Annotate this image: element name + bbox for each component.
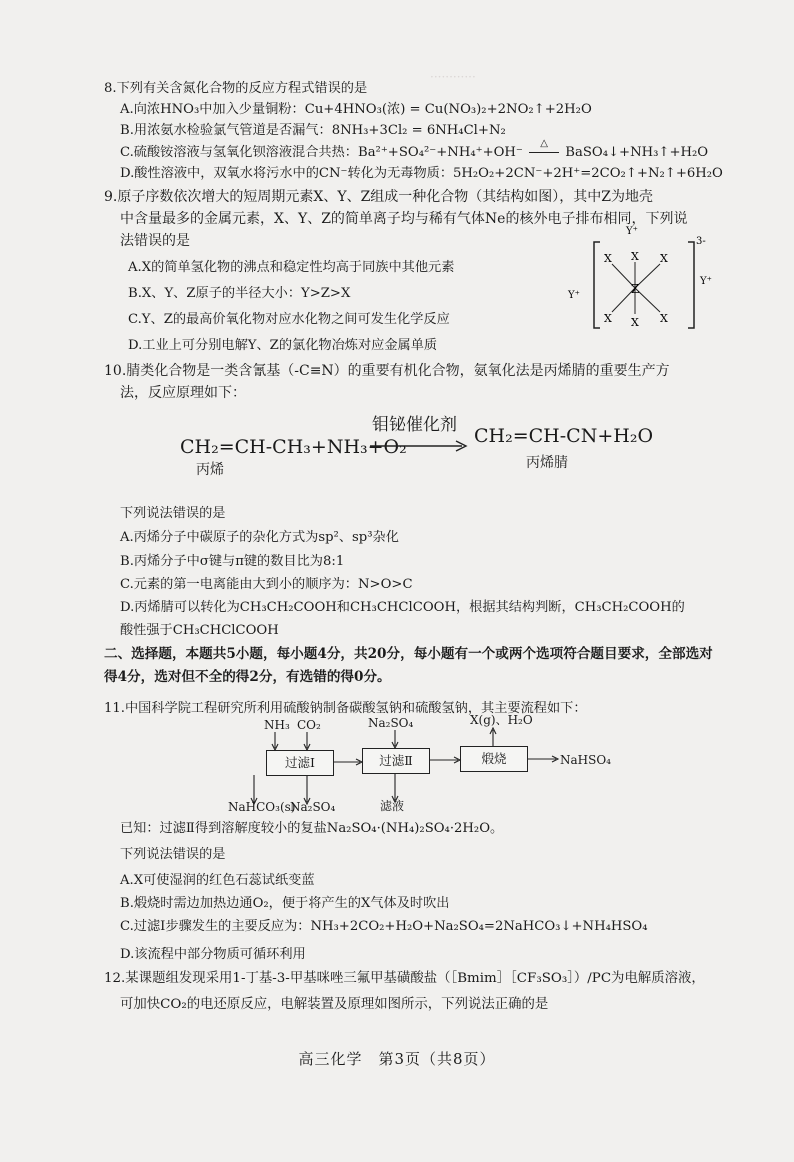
ion-y-right: Y⁺ — [700, 276, 712, 287]
q8-option-b: B.用浓氨水检验氯气管道是否漏气：8NH₃+3Cl₂ = 6NH₄Cl+N₂ — [120, 123, 506, 138]
q9-stem-line1: 9.原子序数依次增大的短周期元素X、Y、Z组成一种化合物（其结构如图），其中Z为地壳 — [104, 189, 654, 205]
q10-stem-line2: 法，反应原理如下： — [120, 385, 246, 401]
q11-option-d: D.该流程中部分物质可循环利用 — [120, 947, 306, 962]
q10-option-b: B.丙烯分子中σ键与π键的数目比为8:1 — [120, 554, 345, 569]
q11-ask: 下列说法错误的是 — [120, 847, 226, 862]
q8-option-c — [120, 138, 709, 162]
flow-output-na2so4: Na₂SO₄ — [290, 800, 336, 814]
q10-option-d-line2: 酸性强于CH₃CHClCOOH — [120, 623, 279, 638]
q9-option-a: A.X的简单氢化物的沸点和稳定性均高于同族中其他元素 — [128, 260, 455, 275]
flow-output-filtrate: 滤液 — [380, 799, 405, 813]
q11-stem: 11.中国科学院工程研究所利用硫酸钠制备碳酸氢钠和硫酸氢钠，其主要流程如下： — [104, 701, 587, 716]
heat-symbol: △ — [540, 138, 548, 149]
atom-x-bottom: X — [631, 316, 639, 329]
atom-x-upper-left: X — [604, 252, 612, 265]
flow-input-na2so4: Na₂SO₄ — [368, 716, 414, 730]
reaction-arrow — [370, 440, 470, 452]
atom-x-upper-right: X — [660, 252, 668, 265]
section2-instructions-line1: 二、选择题，本题共5小题，每小题4分，共20分，每小题有一个或两个选项符合题目要求，全部选对 — [104, 646, 713, 662]
q10-ask: 下列说法错误的是 — [120, 506, 226, 521]
heat-arrow — [527, 138, 561, 162]
flow-output-nahco3: NaHCO₃(s) — [228, 800, 296, 814]
q8-option-c-left: C.硫酸铵溶液与氢氧化钡溶液混合共热：Ba²⁺+SO₄²⁻+NH₄⁺+OH⁻ — [120, 145, 523, 160]
ion-y-left: Y⁺ — [568, 290, 580, 301]
ion-charge: 3- — [696, 236, 706, 247]
q9-option-c: C.Y、Z的最高价氧化物对应水化物之间可发生化学反应 — [128, 312, 450, 327]
q10-stem-line1: 10.腈类化合物是一类含氰基（-C≡N）的重要有机化合物，氨氧化法是丙烯腈的重要生产方 — [104, 363, 670, 379]
q12-stem-line1: 12.某课题组发现采用1-丁基-3-甲基咪唑三氟甲基磺酸盐（［Bmim］［CF₃SO₃］）/PC为电解质溶液， — [104, 971, 705, 986]
page-footer: 高三化学 第3页（共8页） — [298, 1050, 496, 1068]
q11-option-b: B.煅烧时需边加热边通O₂，便于将产生的X气体及时吹出 — [120, 896, 450, 911]
q10-label-acrylonitrile: 丙烯腈 — [526, 455, 568, 471]
q11-known-info: 已知：过滤Ⅱ得到溶解度较小的复盐Na₂SO₄·(NH₄)₂SO₄·2H₂O。 — [120, 821, 504, 836]
atom-x-top: X — [631, 250, 639, 263]
q10-option-c: C.元素的第一电离能由大到小的顺序为：N>O>C — [120, 577, 413, 592]
q9-option-b: B.X、Y、Z原子的半径大小：Y>Z>X — [128, 286, 351, 301]
q9-option-d: D.工业上可分别电解Y、Z的氯化物冶炼对应金属单质 — [128, 338, 438, 353]
q11-option-c: C.过滤Ⅰ步骤发生的主要反应为：NH₃+2CO₂+H₂O+Na₂SO₄=2NaHCO₃↓+NH₄HSO₄ — [120, 919, 648, 934]
ion-y-top: Y⁺ — [626, 226, 638, 237]
flow-box-filter1: 过滤Ⅰ — [266, 750, 334, 776]
q8-option-c-right: BaSO₄↓+NH₃↑+H₂O — [565, 145, 709, 160]
q10-option-d-line1: D.丙烯腈可以转化为CH₃CH₂COOH和CH₃CHClCOOH，根据其结构判断，CH₃CH₂COOH的 — [120, 600, 685, 615]
section2-instructions-line2: 得4分，选对但不全的得2分，有选错的得0分。 — [104, 669, 391, 685]
q10-equation-reactants: CH₂=CH-CH₃+NH₃+O₂ — [180, 436, 407, 458]
q12-stem-line2: 可加快CO₂的电还原反应，电解装置及原理如图所示，下列说法正确的是 — [120, 997, 549, 1012]
q9-stem-line3: 法错误的是 — [120, 233, 190, 249]
bleed-through-text: ············ — [430, 70, 476, 84]
q9-stem-line2: 中含量最多的金属元素，X、Y、Z的简单离子均与稀有气体Ne的核外电子排布相同，下列说 — [120, 211, 688, 227]
q8-stem: 8.下列有关含氮化合物的反应方程式错误的是 — [104, 81, 368, 96]
q10-label-propene: 丙烯 — [196, 462, 224, 478]
atom-z: Z — [631, 282, 640, 296]
q8-option-a: A.向浓HNO₃中加入少量铜粉：Cu+4HNO₃(浓) = Cu(NO₃)₂+2NO₂↑+2H₂O — [120, 102, 592, 117]
flow-input-nh3: NH₃ — [264, 718, 290, 732]
q10-catalyst-label: 钼铋催化剂 — [372, 415, 457, 435]
atom-x-lower-left: X — [604, 312, 612, 325]
q9-structure-figure — [560, 222, 720, 340]
flow-box-calcination: 煅烧 — [460, 746, 528, 772]
q10-equation-products: CH₂=CH-CN+H₂O — [474, 425, 654, 447]
q10-option-a: A.丙烯分子中碳原子的杂化方式为sp²、sp³杂化 — [120, 530, 399, 545]
q11-option-a: A.X可使湿润的红色石蕊试纸变蓝 — [120, 873, 315, 888]
flow-box-filter2: 过滤Ⅱ — [362, 748, 430, 774]
flow-input-co2: CO₂ — [297, 718, 321, 732]
atom-x-lower-right: X — [660, 312, 668, 325]
q8-option-d: D.酸性溶液中，双氧水将污水中的CN⁻转化为无毒物质：5H₂O₂+2CN⁻+2H⁺=2CO₂↑+N₂↑+6H₂O — [120, 166, 723, 181]
flow-input-xg-h2o: X(g)、H₂O — [470, 713, 533, 727]
flow-product-nahso4: NaHSO₄ — [560, 753, 611, 767]
